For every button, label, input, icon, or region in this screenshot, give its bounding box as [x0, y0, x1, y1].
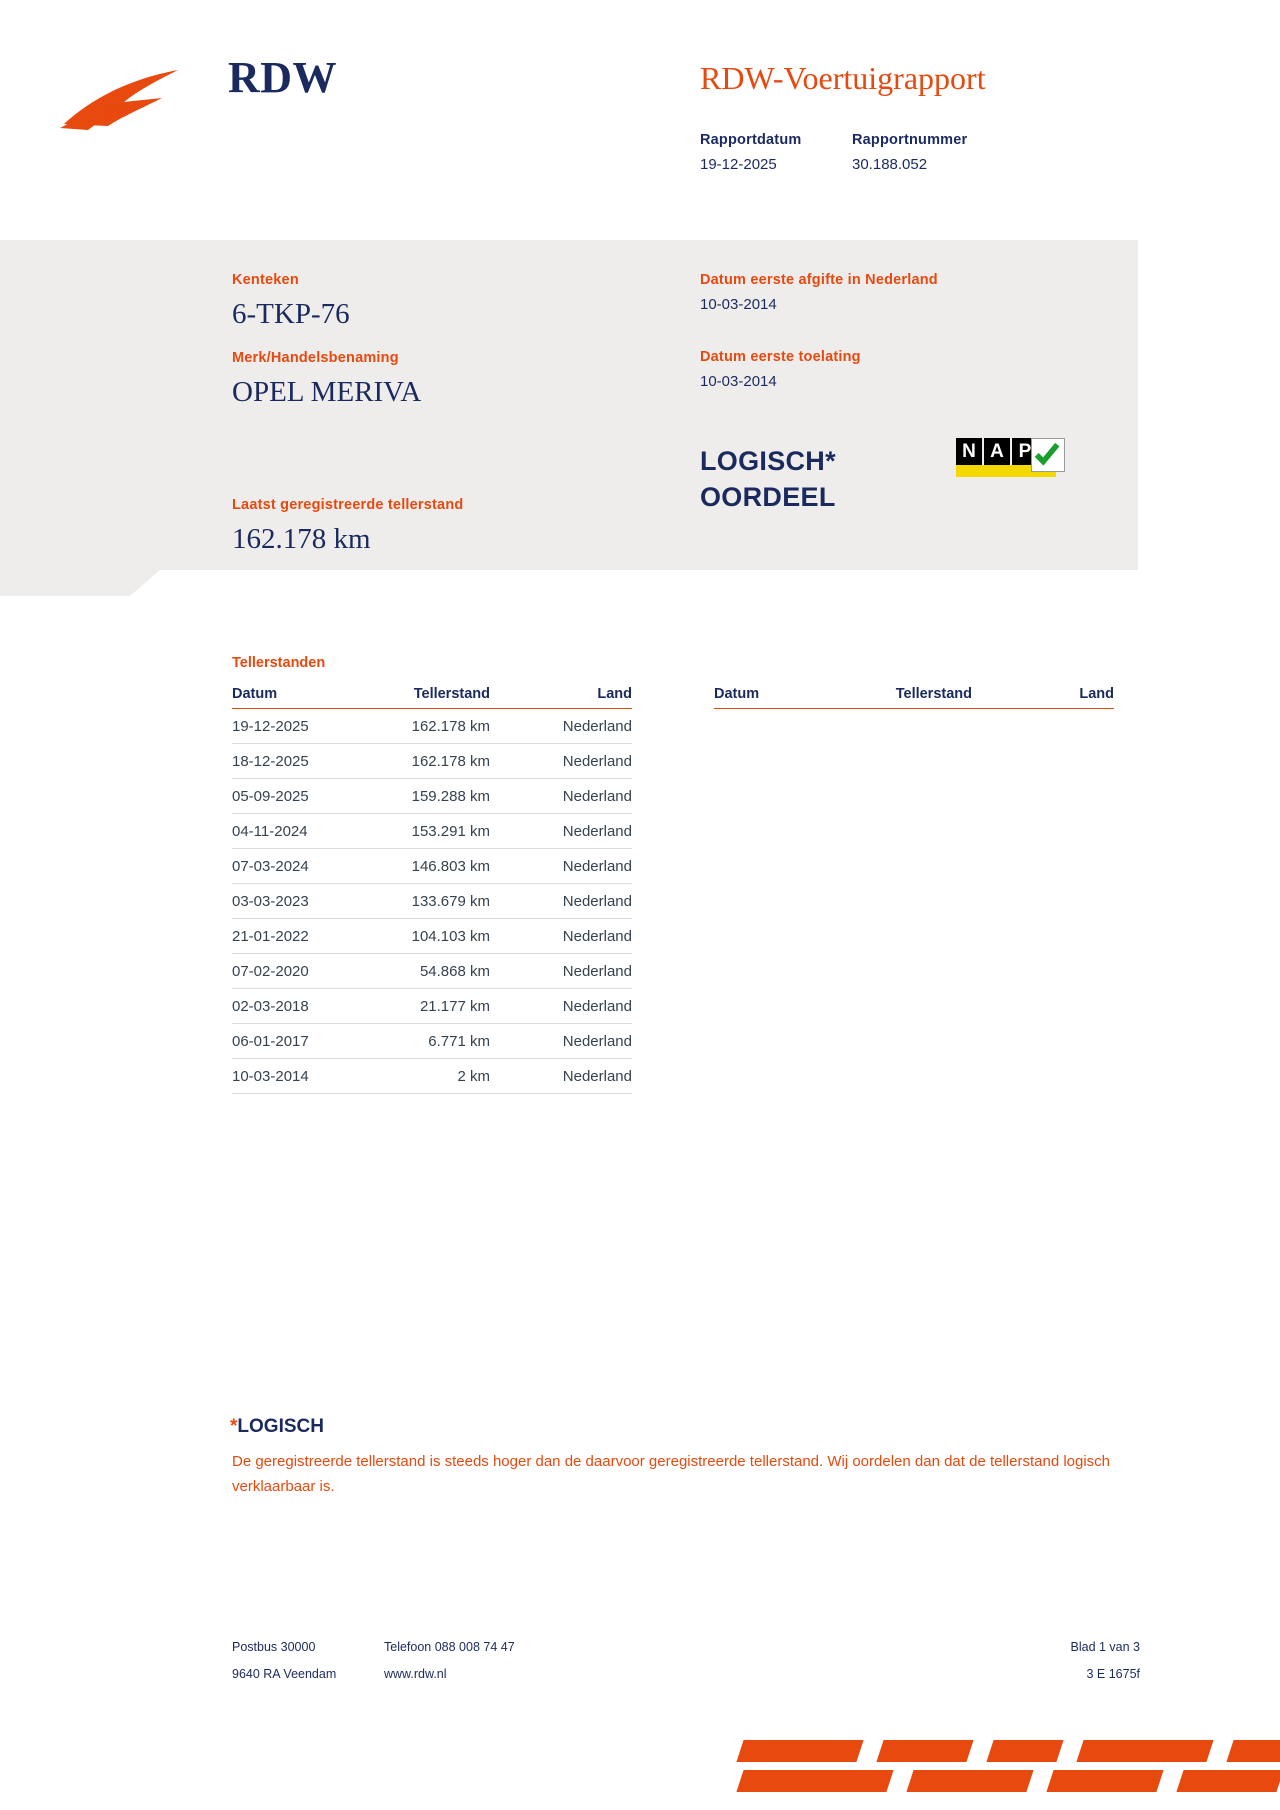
footer-decorative-stripes-icon: [730, 1730, 1280, 1810]
merk-label: Merk/Handelsbenaming: [232, 350, 399, 366]
cell-datum: 06-01-2017: [232, 1033, 309, 1050]
merk-value: OPEL MERIVA: [232, 376, 422, 408]
footer-line-1: [232, 1640, 1140, 1667]
report-number-label: Rapportnummer: [852, 132, 968, 148]
table-header-row: [232, 680, 632, 709]
report-number-value: 30.188.052: [852, 156, 928, 173]
report-date-label: Rapportdatum: [700, 132, 802, 148]
cell-land: Nederland: [562, 928, 632, 945]
cell-tellerstand: 159.288 km: [411, 788, 490, 805]
column-header-land: Land: [597, 686, 632, 702]
first-registration-nl-value: 10-03-2014: [700, 296, 777, 313]
table-row: [232, 779, 632, 814]
meter-readings-title: Tellerstanden: [232, 655, 326, 671]
cell-tellerstand: 153.291 km: [411, 823, 490, 840]
report-date-value: 19-12-2025: [700, 156, 777, 173]
footer-address-line2: 9640 RA Veendam: [232, 1667, 337, 1681]
report-title: RDW-Voertuigrapport: [700, 60, 986, 96]
cell-land: Nederland: [562, 893, 632, 910]
cell-datum: 21-01-2022: [232, 928, 309, 945]
note-body: De geregistreerde tellerstand is steeds hoger dan de daarvoor geregistreerde tellerstand. Wij oordelen dan dat de tellerstand logisch verklaarbaar is.: [232, 1453, 1111, 1495]
table-row: [232, 744, 632, 779]
verdict-block: [700, 443, 836, 516]
column-header-tellerstand: Tellerstand: [413, 686, 490, 702]
footer-line-2: [232, 1667, 1140, 1694]
nap-letter-p: P: [1012, 438, 1038, 465]
last-tellerstand-value: 162.178 km: [232, 523, 371, 555]
cell-datum: 07-03-2024: [232, 858, 309, 875]
footer-phone: Telefoon 088 008 74 47: [384, 1640, 515, 1654]
meter-readings-table-second-column: [714, 680, 1114, 709]
verdict-line-2: OORDEEL: [700, 482, 836, 513]
cell-datum: 05-09-2025: [232, 788, 309, 805]
cell-land: Nederland: [562, 963, 632, 980]
table-header-row-2: [714, 680, 1114, 709]
cell-land: Nederland: [562, 858, 632, 875]
cell-tellerstand: 146.803 km: [411, 858, 490, 875]
table-row: [232, 954, 632, 989]
cell-land: Nederland: [562, 998, 632, 1015]
footer-form-code: 3 E 1675f: [1086, 1667, 1140, 1681]
cell-datum: 10-03-2014: [232, 1068, 309, 1085]
footer-address-line1: Postbus 30000: [232, 1640, 316, 1654]
table-row: [232, 919, 632, 954]
nap-badge: [948, 438, 1066, 478]
note-title: [230, 1416, 324, 1438]
report-number-block: [852, 132, 967, 173]
cell-datum: 07-02-2020: [232, 963, 309, 980]
vehicle-summary-panel: [0, 240, 1138, 596]
table-row: [232, 884, 632, 919]
page-footer: [232, 1640, 1140, 1694]
nap-letter-n: N: [956, 438, 982, 465]
meter-readings-table: [232, 680, 632, 1094]
column-header-datum-2: Datum: [714, 686, 760, 702]
cell-datum: 03-03-2023: [232, 893, 309, 910]
kenteken-value: 6-TKP-76: [232, 298, 350, 330]
cell-tellerstand: 2 km: [457, 1068, 490, 1085]
verdict-line-1: LOGISCH*: [700, 446, 836, 476]
table-row: [232, 1024, 632, 1059]
note-title-text: LOGISCH: [237, 1416, 324, 1437]
cell-land: Nederland: [562, 1068, 632, 1085]
cell-land: Nederland: [562, 753, 632, 770]
column-header-land-2: Land: [1079, 686, 1114, 702]
cell-tellerstand: 133.679 km: [411, 893, 490, 910]
rdw-swoosh-logo-icon: [58, 62, 186, 140]
cell-land: Nederland: [562, 718, 632, 735]
cell-tellerstand: 21.177 km: [419, 998, 490, 1015]
nap-check-icon: [1031, 438, 1065, 472]
cell-tellerstand: 104.103 km: [411, 928, 490, 945]
first-admission-label: Datum eerste toelating: [700, 349, 861, 365]
first-admission-value: 10-03-2014: [700, 373, 777, 390]
cell-datum: 18-12-2025: [232, 753, 309, 770]
last-tellerstand-label: Laatst geregistreerde tellerstand: [232, 497, 464, 513]
report-meta: [700, 132, 1180, 173]
table-row: [232, 814, 632, 849]
first-registration-nl-label: Datum eerste afgifte in Nederland: [700, 272, 938, 288]
footer-website[interactable]: www.rdw.nl: [384, 1667, 447, 1681]
cell-datum: 02-03-2018: [232, 998, 309, 1015]
table-row: [232, 849, 632, 884]
column-header-tellerstand-2: Tellerstand: [895, 686, 972, 702]
cell-land: Nederland: [562, 788, 632, 805]
cell-land: Nederland: [562, 823, 632, 840]
nap-letter-a: A: [984, 438, 1010, 465]
footer-page-number: Blad 1 van 3: [1070, 1640, 1140, 1654]
table-row: [232, 989, 632, 1024]
logo-wordmark: RDW: [228, 53, 338, 102]
kenteken-label: Kenteken: [232, 272, 299, 288]
cell-datum: 04-11-2024: [232, 823, 308, 840]
column-header-datum: Datum: [232, 686, 278, 702]
cell-land: Nederland: [562, 1033, 632, 1050]
table-row: [232, 1059, 632, 1094]
note-star: *: [230, 1416, 238, 1437]
table-row: [232, 709, 632, 744]
cell-tellerstand: 162.178 km: [411, 718, 490, 735]
cell-tellerstand: 6.771 km: [428, 1033, 490, 1050]
cell-tellerstand: 162.178 km: [411, 753, 490, 770]
cell-tellerstand: 54.868 km: [419, 963, 490, 980]
cell-datum: 19-12-2025: [232, 718, 309, 735]
report-date-block: [700, 132, 852, 173]
